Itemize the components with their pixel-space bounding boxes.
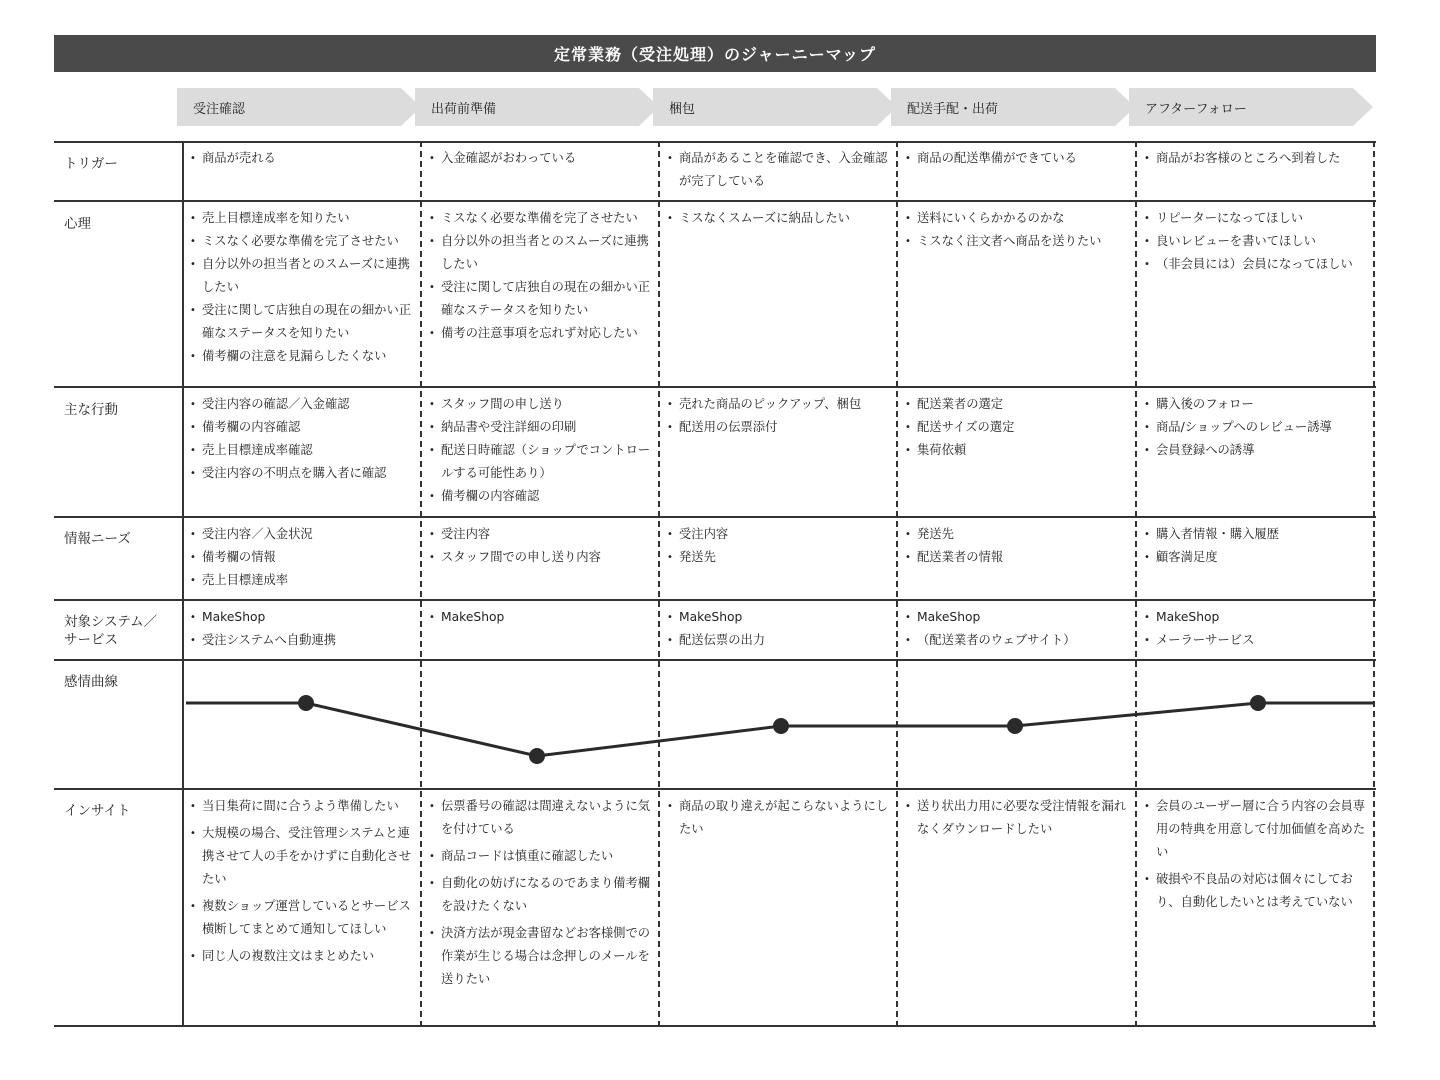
bullet-item: • 自動化の妨げになるのであまり備考欄を設けたくない <box>429 872 653 918</box>
bullet-item: • 受注内容 <box>429 523 653 546</box>
emotion-point <box>529 748 545 764</box>
bullet-item: • 商品が売れる <box>190 147 414 170</box>
bullet-item: • 同じ人の複数注文はまとめたい <box>190 945 414 968</box>
bullet-item: • 備考欄の内容確認 <box>190 416 414 439</box>
bullet-item: • 納品書や受注詳細の印刷 <box>429 416 653 439</box>
bullet-item: • 送料にいくらかかるのかな <box>905 207 1129 230</box>
bullet-item: • 受注内容の不明点を購入者に確認 <box>190 462 414 485</box>
bullet-item: • 配送伝票の出力 <box>667 629 891 652</box>
bullet-item: • 売上目標達成率 <box>190 569 414 592</box>
row-label-actions: 主な行動 <box>64 402 118 418</box>
bullet-item: • MakeShop <box>1144 606 1368 629</box>
bullet-item: • ミスなくスムーズに納品したい <box>667 207 891 230</box>
bullet-item: • ミスなく注文者へ商品を送りたい <box>905 230 1129 253</box>
bullet-item: • 顧客満足度 <box>1144 546 1368 569</box>
bullet-item: • 商品の配送準備ができている <box>905 147 1129 170</box>
phase-label: 受注確認 <box>193 102 246 117</box>
bullet-item: • 受注システムへ自動連携 <box>190 629 414 652</box>
bullet-item: • 備考欄の内容確認 <box>429 485 653 508</box>
bullet-item: • 送り状出力用に必要な受注情報を漏れなくダウンロードしたい <box>905 795 1129 841</box>
bullet-item: • 当日集荷に間に合うよう準備したい <box>190 795 414 818</box>
row-label-psychology: 心理 <box>64 216 91 232</box>
emotion-point <box>773 718 789 734</box>
bullet-item: • 受注内容の確認／入金確認 <box>190 393 414 416</box>
bullet-item: • 良いレビューを書いてほしい <box>1144 230 1368 253</box>
bullet-item: • MakeShop <box>190 606 414 629</box>
row-label-trigger: トリガー <box>64 156 118 172</box>
bullet-item: • 配送業者の選定 <box>905 393 1129 416</box>
bullet-item: • 発送先 <box>667 546 891 569</box>
bullet-item: • 備考欄の情報 <box>190 546 414 569</box>
bullet-item: • 配送業者の情報 <box>905 546 1129 569</box>
row-label-systems: 対象システム／サービス <box>64 614 158 648</box>
bullet-item: • 自分以外の担当者とのスムーズに連携したい <box>190 253 414 299</box>
bullet-item: • 入金確認がおわっている <box>429 147 653 170</box>
bullet-item: • 自分以外の担当者とのスムーズに連携したい <box>429 230 653 276</box>
bullet-item: • 配送用の伝票添付 <box>667 416 891 439</box>
emotion-point <box>1250 695 1266 711</box>
row-label-emotion-curve: 感情曲線 <box>64 674 118 690</box>
bullet-item: • MakeShop <box>905 606 1129 629</box>
bullet-item: • スタッフ間の申し送り <box>429 393 653 416</box>
phase-label: アフターフォロー <box>1145 102 1247 117</box>
bullet-item: • 受注内容／入金状況 <box>190 523 414 546</box>
row-label-info-needs: 情報ニーズ <box>64 531 131 547</box>
bullet-item: • 商品の取り違えが起こらないようにしたい <box>667 795 891 841</box>
bullet-item: • 受注内容 <box>667 523 891 546</box>
phase-label: 出荷前準備 <box>431 102 497 117</box>
emotion-point <box>1007 718 1023 734</box>
bullet-item: • 商品コードは慎重に確認したい <box>429 845 653 868</box>
bullet-item: • ミスなく必要な準備を完了させたい <box>429 207 653 230</box>
bullet-item: • 備考の注意事項を忘れず対応したい <box>429 322 653 345</box>
bullet-item: • 複数ショップ運営しているとサービス横断してまとめて通知してほしい <box>190 895 414 941</box>
bullet-item: • 会員のユーザー層に合う内容の会員専用の特典を用意して付加価値を高めたい <box>1144 795 1368 864</box>
bullet-item: • 商品/ショップへのレビュー誘導 <box>1144 416 1368 439</box>
phase-label: 配送手配・出荷 <box>907 102 999 117</box>
bullet-item: • メーラーサービス <box>1144 629 1368 652</box>
phase-label: 梱包 <box>669 102 696 117</box>
bullet-item: • 発送先 <box>905 523 1129 546</box>
bullet-item: • 受注に関して店独自の現在の細かい正確なステータスを知りたい <box>429 276 653 322</box>
bullet-item: • スタッフ間での申し送り内容 <box>429 546 653 569</box>
bullet-item: • 伝票番号の確認は間違えないように気を付けている <box>429 795 653 841</box>
bullet-item: • 配送日時確認（ショップでコントロールする可能性あり） <box>429 439 653 485</box>
page-title: 定常業務（受注処理）のジャーニーマップ <box>54 35 1376 72</box>
bullet-item: • MakeShop <box>667 606 891 629</box>
bullet-item: • 決済方法が現金書留などお客様側での作業が生じる場合は念押しのメールを送りたい <box>429 922 653 991</box>
row-label-insight: インサイト <box>64 803 131 819</box>
bullet-item: • 売れた商品のピックアップ、梱包 <box>667 393 891 416</box>
bullet-item: • 購入後のフォロー <box>1144 393 1368 416</box>
bullet-item: • 商品がお客様のところへ到着した <box>1144 147 1368 170</box>
bullet-item: • ミスなく必要な準備を完了させたい <box>190 230 414 253</box>
bullet-item: • （配送業者のウェブサイト） <box>905 629 1129 652</box>
bullet-item: • 配送サイズの選定 <box>905 416 1129 439</box>
bullet-item: • 商品があることを確認でき、入金確認が完了している <box>667 147 891 193</box>
bullet-item: • 売上目標達成率確認 <box>190 439 414 462</box>
bullet-item: • MakeShop <box>429 606 653 629</box>
bullet-item: • 破損や不良品の対応は個々にしており、自動化したいとは考えていない <box>1144 868 1368 914</box>
bullet-item: • 大規模の場合、受注管理システムと連携させて人の手をかけずに自動化させたい <box>190 822 414 891</box>
bullet-item: • リピーターになってほしい <box>1144 207 1368 230</box>
emotion-point <box>298 695 314 711</box>
bullet-item: • 備考欄の注意を見漏らしたくない <box>190 345 414 368</box>
bullet-item: • 受注に関して店独自の現在の細かい正確なステータスを知りたい <box>190 299 414 345</box>
bullet-item: • 購入者情報・購入履歴 <box>1144 523 1368 546</box>
bullet-item: • 売上目標達成率を知りたい <box>190 207 414 230</box>
bullet-item: • 集荷依頼 <box>905 439 1129 462</box>
bullet-item: • 会員登録への誘導 <box>1144 439 1368 462</box>
bullet-item: • （非会員には）会員になってほしい <box>1144 253 1368 276</box>
